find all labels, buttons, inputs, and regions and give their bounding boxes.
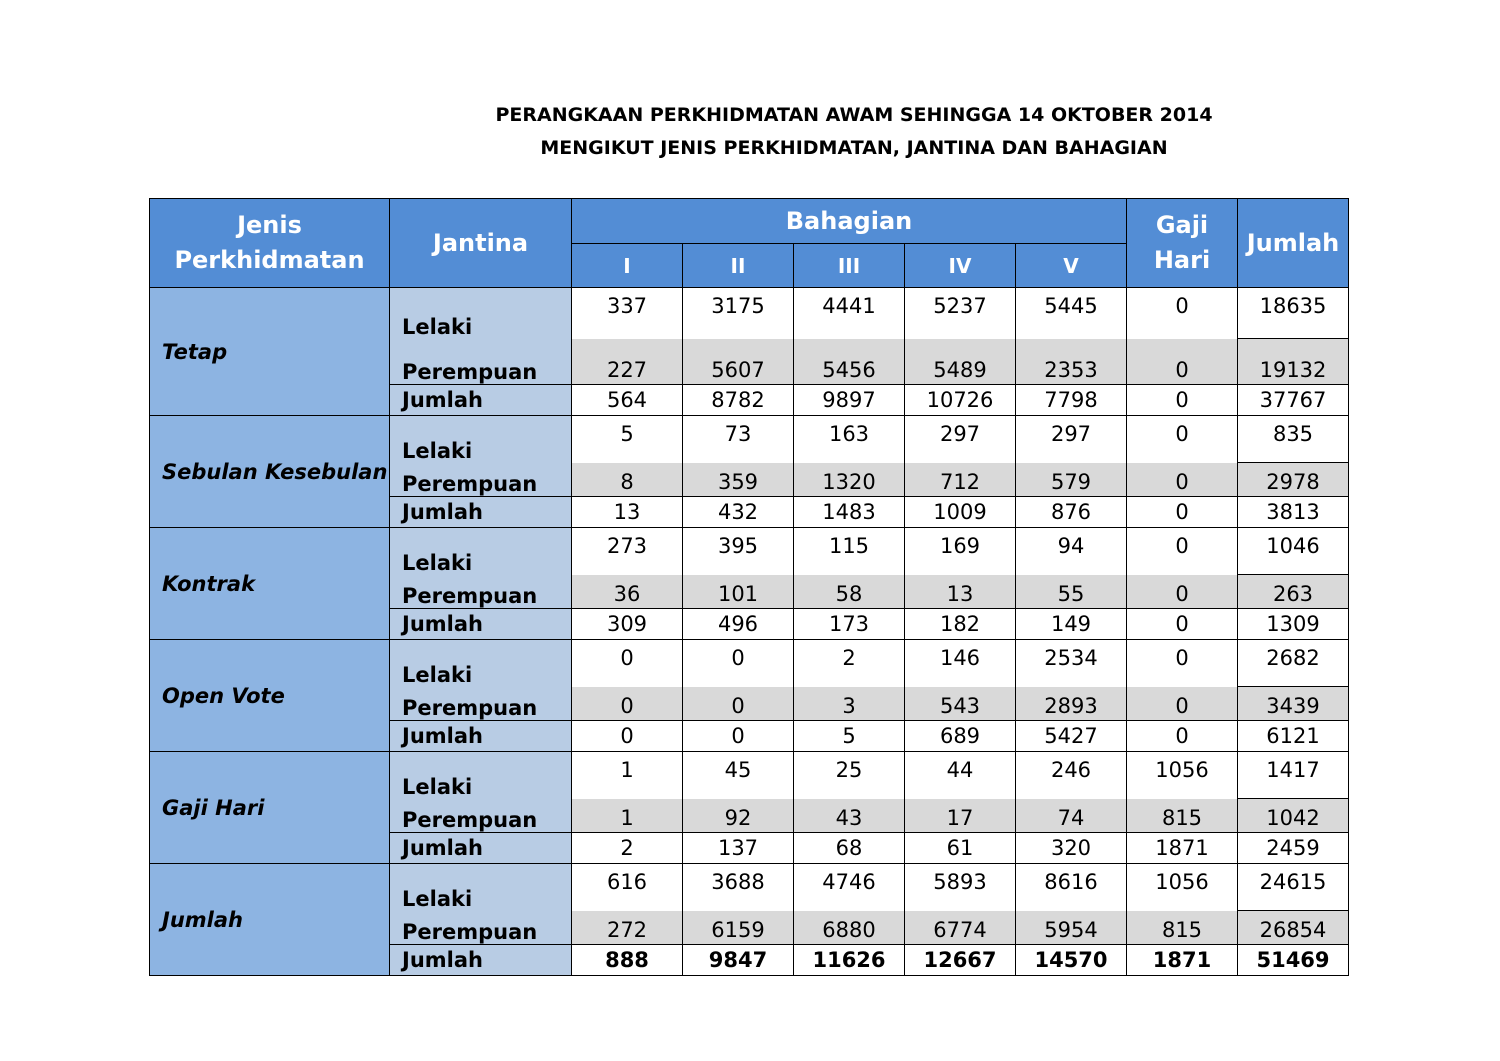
value-cell: 44 <box>905 752 1016 799</box>
table-row <box>150 416 1349 463</box>
value-cell: 2682 <box>1238 640 1349 687</box>
value-cell: 51469 <box>1238 945 1349 976</box>
value-cell: 1417 <box>1238 752 1349 799</box>
gender-cell-lelaki: Lelaki <box>390 528 572 575</box>
value-cell: 5 <box>572 416 683 463</box>
gender-cell-perempuan: Perempuan <box>390 687 572 721</box>
value-cell: 2459 <box>1238 833 1349 864</box>
service-type-cell: Kontrak <box>150 528 390 640</box>
gender-cell-perempuan: Perempuan <box>390 463 572 497</box>
value-cell: 58 <box>794 575 905 609</box>
value-cell: 26854 <box>1238 911 1349 945</box>
value-cell: 297 <box>1016 416 1127 463</box>
header-bahagian-v: V <box>1016 244 1127 288</box>
table-body <box>150 288 1349 976</box>
value-cell: 0 <box>1127 528 1238 575</box>
value-cell: 2893 <box>1016 687 1127 721</box>
value-cell: 3175 <box>683 288 794 339</box>
header-bahagian-iv: IV <box>905 244 1016 288</box>
value-cell: 1 <box>572 752 683 799</box>
value-cell: 888 <box>572 945 683 976</box>
value-cell: 0 <box>1127 609 1238 640</box>
header-jantina: Jantina <box>390 199 572 288</box>
value-cell: 13 <box>572 497 683 528</box>
value-cell: 815 <box>1127 799 1238 833</box>
service-type-cell: Gaji Hari <box>150 752 390 864</box>
value-cell: 10726 <box>905 385 1016 416</box>
value-cell: 1056 <box>1127 864 1238 911</box>
value-cell: 18635 <box>1238 288 1349 339</box>
gender-cell-jumlah: Jumlah <box>390 497 572 528</box>
service-type-cell: Jumlah <box>150 864 390 976</box>
value-cell: 24615 <box>1238 864 1349 911</box>
value-cell: 92 <box>683 799 794 833</box>
value-cell: 3 <box>794 687 905 721</box>
value-cell: 0 <box>572 721 683 752</box>
header-jumlah: Jumlah <box>1238 199 1349 288</box>
value-cell: 8 <box>572 463 683 497</box>
value-cell: 146 <box>905 640 1016 687</box>
value-cell: 5 <box>794 721 905 752</box>
value-cell: 4441 <box>794 288 905 339</box>
value-cell: 564 <box>572 385 683 416</box>
value-cell: 320 <box>1016 833 1127 864</box>
gender-cell-jumlah: Jumlah <box>390 945 572 976</box>
gender-cell-lelaki: Lelaki <box>390 416 572 463</box>
value-cell: 2 <box>794 640 905 687</box>
value-cell: 55 <box>1016 575 1127 609</box>
value-cell: 272 <box>572 911 683 945</box>
value-cell: 5489 <box>905 339 1016 385</box>
value-cell: 432 <box>683 497 794 528</box>
value-cell: 13 <box>905 575 1016 609</box>
table-header <box>150 199 1349 288</box>
value-cell: 3439 <box>1238 687 1349 721</box>
value-cell: 115 <box>794 528 905 575</box>
value-cell: 0 <box>1127 687 1238 721</box>
gender-cell-perempuan: Perempuan <box>390 911 572 945</box>
gender-cell-perempuan: Perempuan <box>390 799 572 833</box>
header-bahagian: Bahagian <box>572 199 1127 244</box>
table-row <box>150 752 1349 799</box>
value-cell: 12667 <box>905 945 1016 976</box>
header-bahagian-iii: III <box>794 244 905 288</box>
header-jenis-perkhidmatan: Jenis Perkhidmatan <box>150 199 390 288</box>
header-bahagian-ii: II <box>683 244 794 288</box>
value-cell: 1320 <box>794 463 905 497</box>
value-cell: 2 <box>572 833 683 864</box>
value-cell: 0 <box>1127 640 1238 687</box>
value-cell: 616 <box>572 864 683 911</box>
value-cell: 8616 <box>1016 864 1127 911</box>
value-cell: 9897 <box>794 385 905 416</box>
value-cell: 1009 <box>905 497 1016 528</box>
value-cell: 8782 <box>683 385 794 416</box>
title-line-2: MENGIKUT JENIS PERKHIDMATAN, JANTINA DAN BAHAGIAN <box>540 137 1168 159</box>
value-cell: 0 <box>572 640 683 687</box>
value-cell: 5954 <box>1016 911 1127 945</box>
gender-cell-jumlah: Jumlah <box>390 721 572 752</box>
value-cell: 5445 <box>1016 288 1127 339</box>
value-cell: 5607 <box>683 339 794 385</box>
value-cell: 1871 <box>1127 833 1238 864</box>
value-cell: 2978 <box>1238 463 1349 497</box>
value-cell: 0 <box>1127 385 1238 416</box>
value-cell: 1483 <box>794 497 905 528</box>
table-row <box>150 528 1349 575</box>
value-cell: 45 <box>683 752 794 799</box>
value-cell: 0 <box>1127 497 1238 528</box>
value-cell: 835 <box>1238 416 1349 463</box>
service-type-cell: Sebulan Kesebulan <box>150 416 390 528</box>
gender-cell-lelaki: Lelaki <box>390 752 572 799</box>
gender-cell-lelaki: Lelaki <box>390 288 572 339</box>
statistics-table <box>149 198 1349 976</box>
value-cell: 2534 <box>1016 640 1127 687</box>
value-cell: 3688 <box>683 864 794 911</box>
gender-cell-jumlah: Jumlah <box>390 609 572 640</box>
table-row <box>150 640 1349 687</box>
value-cell: 3813 <box>1238 497 1349 528</box>
value-cell: 37767 <box>1238 385 1349 416</box>
value-cell: 0 <box>683 721 794 752</box>
value-cell: 689 <box>905 721 1016 752</box>
value-cell: 17 <box>905 799 1016 833</box>
value-cell: 815 <box>1127 911 1238 945</box>
value-cell: 4746 <box>794 864 905 911</box>
value-cell: 0 <box>1127 721 1238 752</box>
gender-cell-jumlah: Jumlah <box>390 385 572 416</box>
value-cell: 0 <box>1127 463 1238 497</box>
value-cell: 74 <box>1016 799 1127 833</box>
value-cell: 273 <box>572 528 683 575</box>
value-cell: 43 <box>794 799 905 833</box>
value-cell: 73 <box>683 416 794 463</box>
value-cell: 149 <box>1016 609 1127 640</box>
value-cell: 1 <box>572 799 683 833</box>
value-cell: 182 <box>905 609 1016 640</box>
value-cell: 6880 <box>794 911 905 945</box>
value-cell: 543 <box>905 687 1016 721</box>
value-cell: 395 <box>683 528 794 575</box>
value-cell: 61 <box>905 833 1016 864</box>
value-cell: 5427 <box>1016 721 1127 752</box>
value-cell: 359 <box>683 463 794 497</box>
value-cell: 5237 <box>905 288 1016 339</box>
gender-cell-jumlah: Jumlah <box>390 833 572 864</box>
value-cell: 14570 <box>1016 945 1127 976</box>
value-cell: 1871 <box>1127 945 1238 976</box>
value-cell: 1046 <box>1238 528 1349 575</box>
value-cell: 0 <box>1127 339 1238 385</box>
table-row <box>150 864 1349 911</box>
value-cell: 0 <box>1127 575 1238 609</box>
value-cell: 0 <box>683 687 794 721</box>
value-cell: 169 <box>905 528 1016 575</box>
value-cell: 6159 <box>683 911 794 945</box>
gender-cell-lelaki: Lelaki <box>390 864 572 911</box>
value-cell: 6121 <box>1238 721 1349 752</box>
value-cell: 163 <box>794 416 905 463</box>
value-cell: 876 <box>1016 497 1127 528</box>
value-cell: 1056 <box>1127 752 1238 799</box>
value-cell: 263 <box>1238 575 1349 609</box>
value-cell: 137 <box>683 833 794 864</box>
document-title <box>0 99 1500 165</box>
value-cell: 5456 <box>794 339 905 385</box>
value-cell: 6774 <box>905 911 1016 945</box>
value-cell: 297 <box>905 416 1016 463</box>
value-cell: 11626 <box>794 945 905 976</box>
value-cell: 246 <box>1016 752 1127 799</box>
value-cell: 337 <box>572 288 683 339</box>
value-cell: 1042 <box>1238 799 1349 833</box>
value-cell: 5893 <box>905 864 1016 911</box>
value-cell: 712 <box>905 463 1016 497</box>
value-cell: 309 <box>572 609 683 640</box>
table-row <box>150 288 1349 339</box>
value-cell: 7798 <box>1016 385 1127 416</box>
service-type-cell: Open Vote <box>150 640 390 752</box>
value-cell: 0 <box>1127 288 1238 339</box>
value-cell: 0 <box>572 687 683 721</box>
value-cell: 19132 <box>1238 339 1349 385</box>
value-cell: 101 <box>683 575 794 609</box>
value-cell: 0 <box>1127 416 1238 463</box>
value-cell: 94 <box>1016 528 1127 575</box>
value-cell: 9847 <box>683 945 794 976</box>
value-cell: 68 <box>794 833 905 864</box>
value-cell: 227 <box>572 339 683 385</box>
value-cell: 25 <box>794 752 905 799</box>
header-bahagian-i: I <box>572 244 683 288</box>
value-cell: 496 <box>683 609 794 640</box>
gender-cell-lelaki: Lelaki <box>390 640 572 687</box>
gender-cell-perempuan: Perempuan <box>390 339 572 385</box>
value-cell: 2353 <box>1016 339 1127 385</box>
header-gaji-hari: Gaji Hari <box>1127 199 1238 288</box>
value-cell: 1309 <box>1238 609 1349 640</box>
value-cell: 579 <box>1016 463 1127 497</box>
gender-cell-perempuan: Perempuan <box>390 575 572 609</box>
value-cell: 173 <box>794 609 905 640</box>
service-type-cell: Tetap <box>150 288 390 416</box>
value-cell: 36 <box>572 575 683 609</box>
value-cell: 0 <box>683 640 794 687</box>
title-line-1: PERANGKAAN PERKHIDMATAN AWAM SEHINGGA 14 OKTOBER 2014 <box>495 104 1213 126</box>
